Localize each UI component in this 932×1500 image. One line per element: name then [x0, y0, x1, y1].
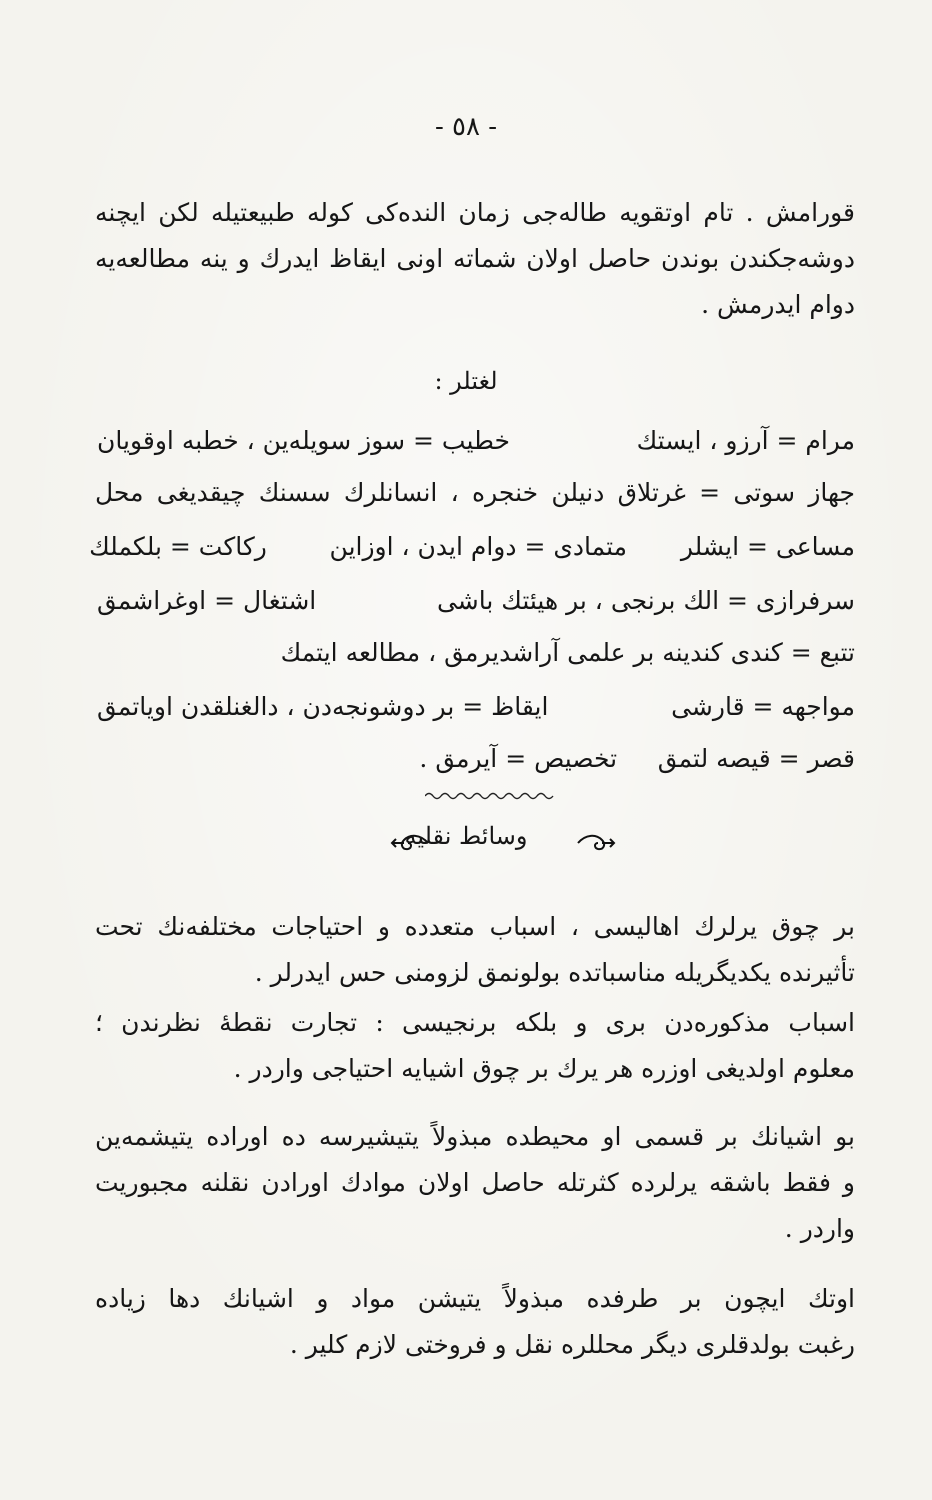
paragraph-2	[95, 904, 855, 996]
paragraph-line: و فقط باشقه یرلرده كثرتله حاصل اولان موادك اورادن نقلنه مجبوریت	[95, 1168, 855, 1197]
glossary-entry: قصر = قیصه لتمق	[657, 744, 855, 773]
paragraph-line: بر چوق یرلرك اهالیسی ، اسباب متعدده و احتیاجات مختلفه‌نك تحت	[95, 912, 855, 941]
paragraph-line: دوشه‌جكندن بوندن حاصل اولان شماته اونی ایقاظ ایدرك و ینه مطالعه‌یه	[95, 244, 855, 273]
glossary-row	[95, 418, 855, 464]
paragraph-line: قورامش . تام اوتقویه طالەجی زمان النده‌كی كوله طبیعتیله لكن ایچنه	[95, 198, 855, 227]
paragraph-5	[95, 1276, 855, 1368]
glossary-row	[95, 630, 855, 676]
page-number: - ٥٨ -	[434, 112, 498, 142]
section-title: وسائط نقلیه	[404, 822, 528, 850]
glossary-row	[95, 684, 855, 730]
glossary-row	[95, 736, 855, 782]
glossary-entry: سرفرازی = الك برنجی ، بر هیئتك باشی	[436, 586, 855, 615]
paragraph-line: معلوم اولدیغی اوزره هر یرك بر چوق اشیایه احتیاجی واردر .	[233, 1054, 855, 1083]
glossary-entry: مساعی = ایشلر	[680, 532, 855, 561]
glossary-entry: تخصیص = آیرمق .	[419, 744, 618, 773]
glossary-entry: اشتغال = اوغراشمق	[97, 586, 317, 615]
wavy-divider	[425, 790, 555, 802]
paragraph-line: تأثیرنده یكدیگریله مناسباتده بولونمق لزومنی حس ایدرلر .	[254, 958, 855, 987]
paragraph-line: اوتك ایچون بر طرفده مبذولاً یتیشن مواد و اشیانك دها زیاده	[95, 1284, 855, 1313]
ornament-right-icon	[576, 830, 616, 856]
glossary-entry: ركاكت = بلكملك	[89, 532, 267, 561]
glossary-row	[95, 578, 855, 624]
paragraph-line: رغبت بولدقلری دیگر محللره نقل و فروختی لازم كلیر .	[289, 1330, 855, 1359]
glossary-entry: جهاز سوتی = غرتلاق دنیلن خنجره ، انسانلرك سسنك چیقدیغی محل	[95, 478, 855, 507]
glossary-entry: مرام = آرزو ، ایستك	[636, 426, 855, 455]
paragraph-1	[95, 190, 855, 328]
glossary-entry: ایقاظ = بر دوشونجه‌دن ، دالغنلقدن اویاتمق	[97, 692, 549, 721]
paragraph-4	[95, 1114, 855, 1252]
glossary-entry: مواجهه = قارشی	[671, 692, 855, 721]
paragraph-line: واردر .	[784, 1214, 855, 1243]
glossary-entry: متمادی = دوام ایدن ، اوزاین	[329, 532, 628, 561]
paragraph-line: بو اشیانك بر قسمی او محیطده مبذولاً یتیشیرسه ده اوراده یتیشمه‌ین	[95, 1122, 855, 1151]
glossary-row	[89, 524, 855, 570]
paragraph-line: اسباب مذكوره‌دن بری و بلكه برنجیسی : تجارت نقطه‌ٔ نظرندن ؛	[95, 1008, 855, 1037]
glossary-entry: تتبع = كندی كندینه بر علمی آراشدیرمق ، مطالعه ایتمك	[280, 638, 855, 667]
paragraph-line: دوام ایدرمش .	[701, 290, 855, 319]
glossary-row	[95, 470, 855, 516]
paragraph-3	[95, 1000, 855, 1092]
glossary-title: لغتلر :	[434, 367, 498, 395]
glossary-entry: خطیب = سوز سویله‌ین ، خطبه اوقویان	[97, 426, 510, 455]
